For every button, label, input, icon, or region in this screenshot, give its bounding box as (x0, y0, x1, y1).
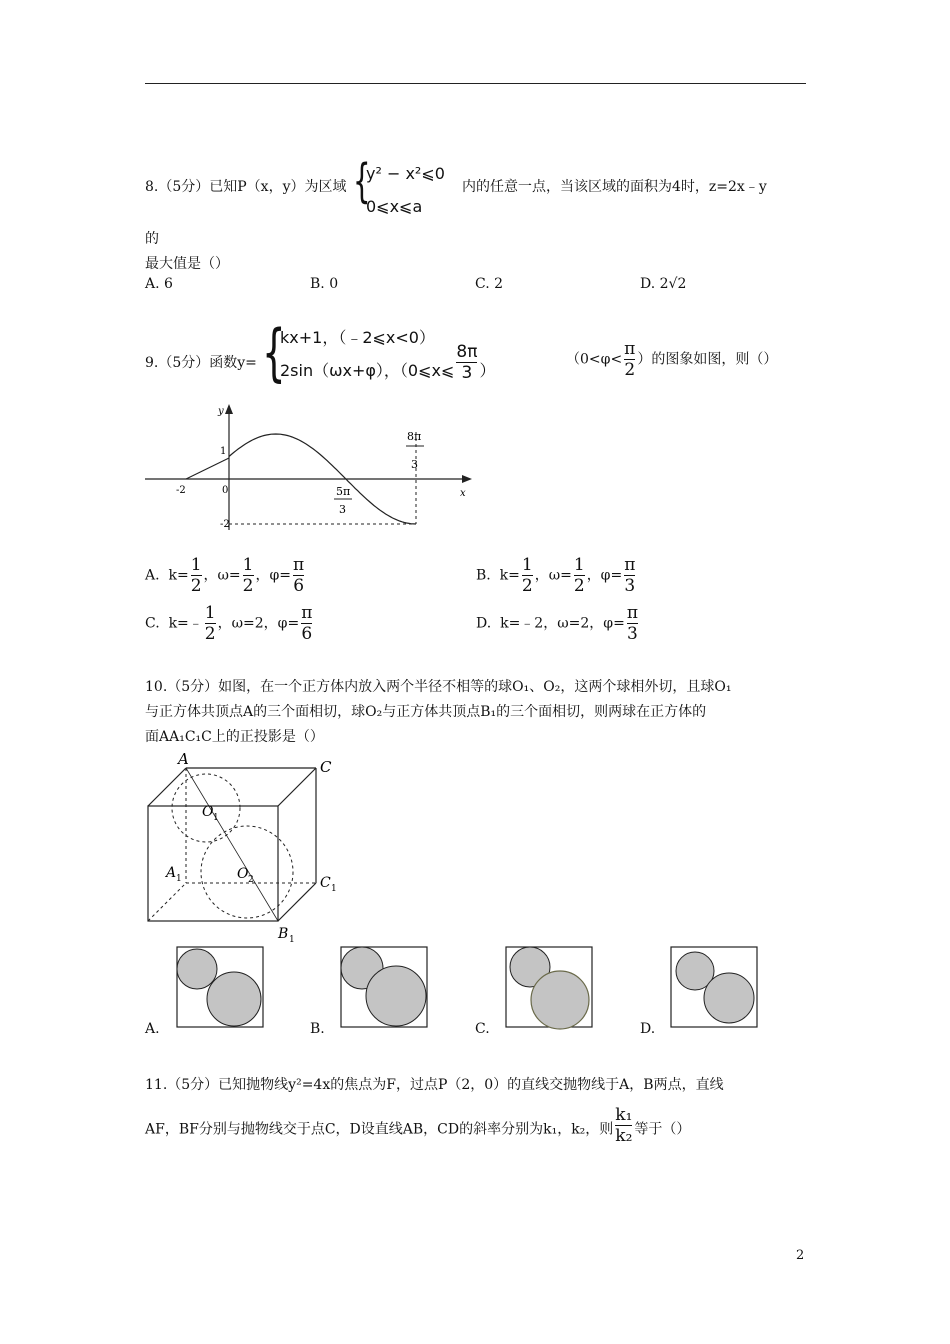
q9-system-line1: kx+1，（﹣2⩽x<0） (280, 328, 435, 347)
q10-choice-d-label: D. (640, 1021, 656, 1037)
q8-option-c: C. 2 (475, 276, 504, 292)
tick-origin: 0 (222, 485, 229, 496)
q10-line3: 面AA₁C₁C上的正投影是（） (145, 729, 324, 745)
label-B1-sub: 1 (289, 935, 295, 945)
q10-line2: 与正方体共顶点A的三个面相切，球O₂与正方体共顶点B₁的三个面相切，则两球在正方体的 (145, 704, 707, 720)
y-axis-arrow (225, 404, 233, 414)
q8-brace: { (353, 154, 371, 208)
label-C: C (320, 758, 332, 776)
q10-choice-b-label: B. (310, 1021, 325, 1037)
x-axis-label: x (460, 488, 466, 499)
tick-x-neg2: -2 (176, 485, 186, 496)
tick-8pi-num: 8π (407, 430, 422, 443)
tick-y-neg2: -2 (220, 519, 230, 530)
q10-choice-d-figure (670, 946, 760, 1030)
label-C1-sub: 1 (331, 884, 337, 894)
q8-option-b: B. 0 (310, 276, 339, 292)
q9-stem-start: 9.（5分）函数y= (145, 355, 257, 371)
q10-choice-a-label: A. (145, 1021, 160, 1037)
q9-option-b: B. k= $\frac{1}{2}$ ，ω= $\frac{1}{2}$ ，φ= $\frac{\pi}{3}$ (476, 555, 636, 596)
large-ball (531, 971, 589, 1029)
q11-line2: AF，BF分别与抛物线交于点C，D设直线AB，CD的斜率分别为k₁，k₂，则 $\frac{\text{k₁}}{\text{k₂}}$ 等于（） (145, 1105, 691, 1146)
label-A1-sub: 1 (176, 874, 182, 884)
y-axis-label: y (218, 406, 224, 417)
tick-5pi-den: 3 (339, 503, 346, 516)
q8-system-line1: y² − x²⩽0 (366, 164, 445, 183)
label-O1-sub: 1 (213, 813, 219, 823)
q8-stem-end: 内的任意一点，当该区域的面积为4时，z=2x﹣y (462, 179, 767, 195)
q11-line1: 11.（5分）已知抛物线y²=4x的焦点为F，过点P（2，0）的直线交抛物线于A，B两点，直线 (145, 1077, 724, 1093)
label-O1: O (202, 804, 214, 820)
cube-front-face (148, 806, 278, 921)
q8-question: 最大值是（） (145, 256, 229, 272)
q8-stem-start: 8.（5分）已知P（x，y）为区域 (145, 179, 347, 195)
q8-stem-wrap: 的 (145, 231, 159, 247)
x-axis-arrow (462, 475, 472, 483)
q8-option-a: A. 6 (145, 276, 173, 292)
q9-system-line2: 2sin（ωx+φ），（0⩽x⩽ $\frac{8\pi}{3}$ ） (280, 342, 496, 383)
q9-brace: { (262, 316, 286, 389)
header-rule (145, 83, 806, 84)
q8-option-d: D. 2√2 (640, 276, 687, 292)
large-ball (207, 972, 261, 1026)
page-number: 2 (796, 1248, 805, 1263)
linear-segment (186, 458, 229, 479)
q10-choice-c-figure (505, 946, 595, 1030)
q10-line1: 10.（5分）如图，在一个正方体内放入两个半径不相等的球O₁、O₂，这两个球相外切，且球O₁ (145, 679, 732, 695)
q8-system-line2: 0⩽x⩽a (366, 197, 423, 216)
cube-edge (278, 768, 316, 806)
q10-choice-c-label: C. (475, 1021, 490, 1037)
tick-5pi-num: 5π (336, 485, 351, 498)
q10-cube-figure (140, 750, 355, 950)
tick-8pi-den: 3 (411, 458, 418, 471)
label-O2: O (237, 866, 249, 882)
label-C1: C (320, 875, 331, 891)
diagonal-line (186, 768, 278, 921)
label-O2-sub: 2 (248, 875, 254, 885)
cube-edge (148, 768, 186, 806)
q9-condition: （0<φ< $\frac{\pi}{2}$ ）的图象如图，则（） (566, 339, 778, 380)
cube-edge (278, 883, 316, 921)
label-A: A (178, 750, 189, 768)
q10-choice-a-figure (176, 946, 266, 1030)
small-ball (177, 949, 217, 989)
label-A1: A (166, 865, 177, 881)
q9-option-d: D. k=﹣2，ω=2，φ= $\frac{\pi}{3}$ (476, 603, 638, 644)
q9-option-c: C. k=﹣ $\frac{1}{2}$ ，ω=2，φ= $\frac{\pi}{6}$ (145, 603, 313, 644)
cube-hidden-edge (148, 883, 186, 921)
q9-graph (140, 400, 490, 535)
large-ball (366, 966, 426, 1026)
tick-y-1: 1 (220, 446, 227, 457)
q9-option-a: A. k= $\frac{1}{2}$ ，ω= $\frac{1}{2}$ ，φ= $\frac{\pi}{6}$ (145, 555, 305, 596)
label-B1: B (278, 926, 289, 942)
large-ball (704, 973, 754, 1023)
q10-choice-b-figure (340, 946, 430, 1030)
